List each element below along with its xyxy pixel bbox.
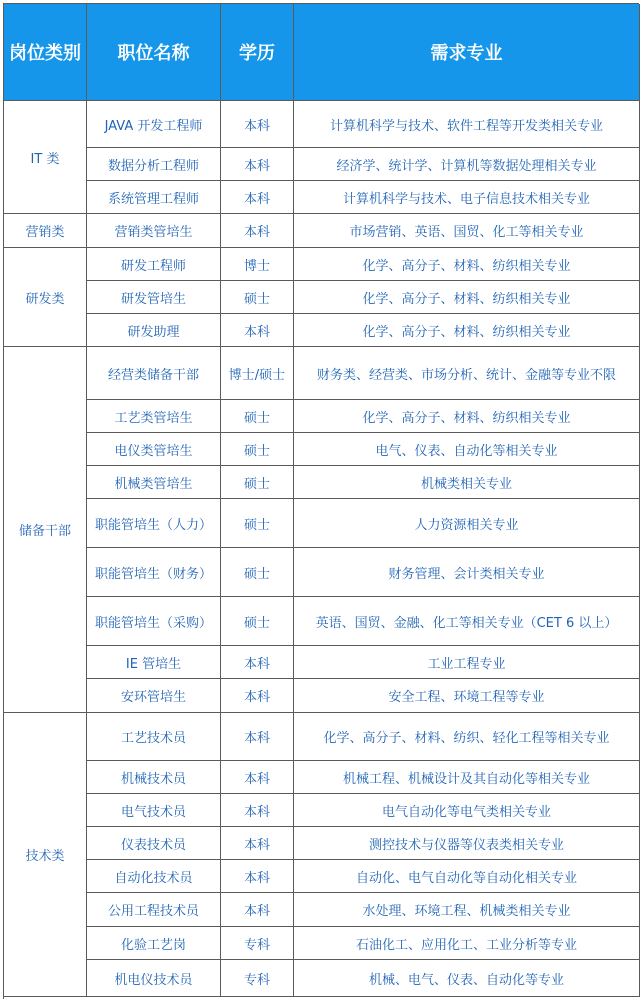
major-cell: 机械、电气、仪表、自动化等专业 bbox=[294, 960, 640, 997]
education-cell: 硕士 bbox=[221, 281, 294, 314]
education-cell: 本科 bbox=[221, 679, 294, 713]
education-cell: 硕士 bbox=[221, 433, 294, 466]
major-cell: 人力资源相关专业 bbox=[294, 499, 640, 548]
major-cell: 化学、高分子、材料、纺织相关专业 bbox=[294, 314, 640, 347]
major-cell: 水处理、环境工程、机械类相关专业 bbox=[294, 893, 640, 927]
education-cell: 本科 bbox=[221, 713, 294, 761]
education-cell: 博士/硕士 bbox=[221, 347, 294, 400]
major-cell: 测控技术与仪器等仪表类相关专业 bbox=[294, 827, 640, 860]
category-cell: 营销类 bbox=[4, 214, 87, 248]
header-major: 需求专业 bbox=[294, 4, 640, 101]
category-cell: 研发类 bbox=[4, 248, 87, 347]
position-cell: 机械类管培生 bbox=[87, 466, 221, 499]
position-cell: 职能管培生（采购） bbox=[87, 597, 221, 646]
major-cell: 市场营销、英语、国贸、化工等相关专业 bbox=[294, 214, 640, 248]
position-cell: 工艺类管培生 bbox=[87, 400, 221, 433]
education-cell: 硕士 bbox=[221, 548, 294, 597]
major-cell: 计算机科学与技术、电子信息技术相关专业 bbox=[294, 181, 640, 214]
position-cell: 安环管培生 bbox=[87, 679, 221, 713]
major-cell: 机械工程、机械设计及其自动化等相关专业 bbox=[294, 761, 640, 794]
education-cell: 本科 bbox=[221, 646, 294, 679]
education-cell: 专科 bbox=[221, 960, 294, 997]
position-cell: 经营类储备干部 bbox=[87, 347, 221, 400]
major-cell: 化学、高分子、材料、纺织相关专业 bbox=[294, 248, 640, 281]
major-cell: 自动化、电气自动化等自动化相关专业 bbox=[294, 860, 640, 893]
position-cell: 职能管培生（人力） bbox=[87, 499, 221, 548]
position-cell: 系统管理工程师 bbox=[87, 181, 221, 214]
major-cell: 财务管理、会计类相关专业 bbox=[294, 548, 640, 597]
recruitment-table bbox=[3, 3, 639, 999]
position-cell: 电仪类管培生 bbox=[87, 433, 221, 466]
position-cell: 仪表技术员 bbox=[87, 827, 221, 860]
major-cell: 英语、国贸、金融、化工等相关专业（CET 6 以上） bbox=[294, 597, 640, 646]
education-cell: 本科 bbox=[221, 860, 294, 893]
position-cell: 公用工程技术员 bbox=[87, 893, 221, 927]
major-cell: 化学、高分子、材料、纺织相关专业 bbox=[294, 400, 640, 433]
major-cell: 化学、高分子、材料、纺织相关专业 bbox=[294, 281, 640, 314]
position-cell: IE 管培生 bbox=[87, 646, 221, 679]
position-cell: 研发助理 bbox=[87, 314, 221, 347]
education-cell: 本科 bbox=[221, 893, 294, 927]
education-cell: 硕士 bbox=[221, 597, 294, 646]
education-cell: 硕士 bbox=[221, 499, 294, 548]
major-cell: 计算机科学与技术、软件工程等开发类相关专业 bbox=[294, 101, 640, 148]
position-cell: 机电仪技术员 bbox=[87, 960, 221, 997]
header-education: 学历 bbox=[221, 4, 294, 101]
position-cell: 自动化技术员 bbox=[87, 860, 221, 893]
major-cell: 财务类、经营类、市场分析、统计、金融等专业不限 bbox=[294, 347, 640, 400]
position-cell: 工艺技术员 bbox=[87, 713, 221, 761]
education-cell: 专科 bbox=[221, 927, 294, 960]
education-cell: 本科 bbox=[221, 761, 294, 794]
position-cell: 电气技术员 bbox=[87, 794, 221, 827]
education-cell: 博士 bbox=[221, 248, 294, 281]
category-cell: 技术类 bbox=[4, 713, 87, 997]
education-cell: 本科 bbox=[221, 214, 294, 248]
major-cell: 电气自动化等电气类相关专业 bbox=[294, 794, 640, 827]
major-cell: 化学、高分子、材料、纺织、轻化工程等相关专业 bbox=[294, 713, 640, 761]
education-cell: 本科 bbox=[221, 827, 294, 860]
position-cell: 数据分析工程师 bbox=[87, 148, 221, 181]
education-cell: 硕士 bbox=[221, 466, 294, 499]
education-cell: 硕士 bbox=[221, 400, 294, 433]
position-cell: 研发管培生 bbox=[87, 281, 221, 314]
education-cell: 本科 bbox=[221, 181, 294, 214]
header-category: 岗位类别 bbox=[4, 4, 87, 101]
header-position: 职位名称 bbox=[87, 4, 221, 101]
category-cell: IT 类 bbox=[4, 101, 87, 214]
category-cell: 储备干部 bbox=[4, 347, 87, 713]
position-cell: JAVA 开发工程师 bbox=[87, 101, 221, 148]
position-cell: 职能管培生（财务） bbox=[87, 548, 221, 597]
major-cell: 机械类相关专业 bbox=[294, 466, 640, 499]
position-cell: 营销类管培生 bbox=[87, 214, 221, 248]
major-cell: 电气、仪表、自动化等相关专业 bbox=[294, 433, 640, 466]
position-cell: 机械技术员 bbox=[87, 761, 221, 794]
education-cell: 本科 bbox=[221, 148, 294, 181]
major-cell: 工业工程专业 bbox=[294, 646, 640, 679]
education-cell: 本科 bbox=[221, 314, 294, 347]
position-cell: 化验工艺岗 bbox=[87, 927, 221, 960]
education-cell: 本科 bbox=[221, 101, 294, 148]
position-cell: 研发工程师 bbox=[87, 248, 221, 281]
education-cell: 本科 bbox=[221, 794, 294, 827]
major-cell: 石油化工、应用化工、工业分析等专业 bbox=[294, 927, 640, 960]
major-cell: 经济学、统计学、计算机等数据处理相关专业 bbox=[294, 148, 640, 181]
major-cell: 安全工程、环境工程等专业 bbox=[294, 679, 640, 713]
